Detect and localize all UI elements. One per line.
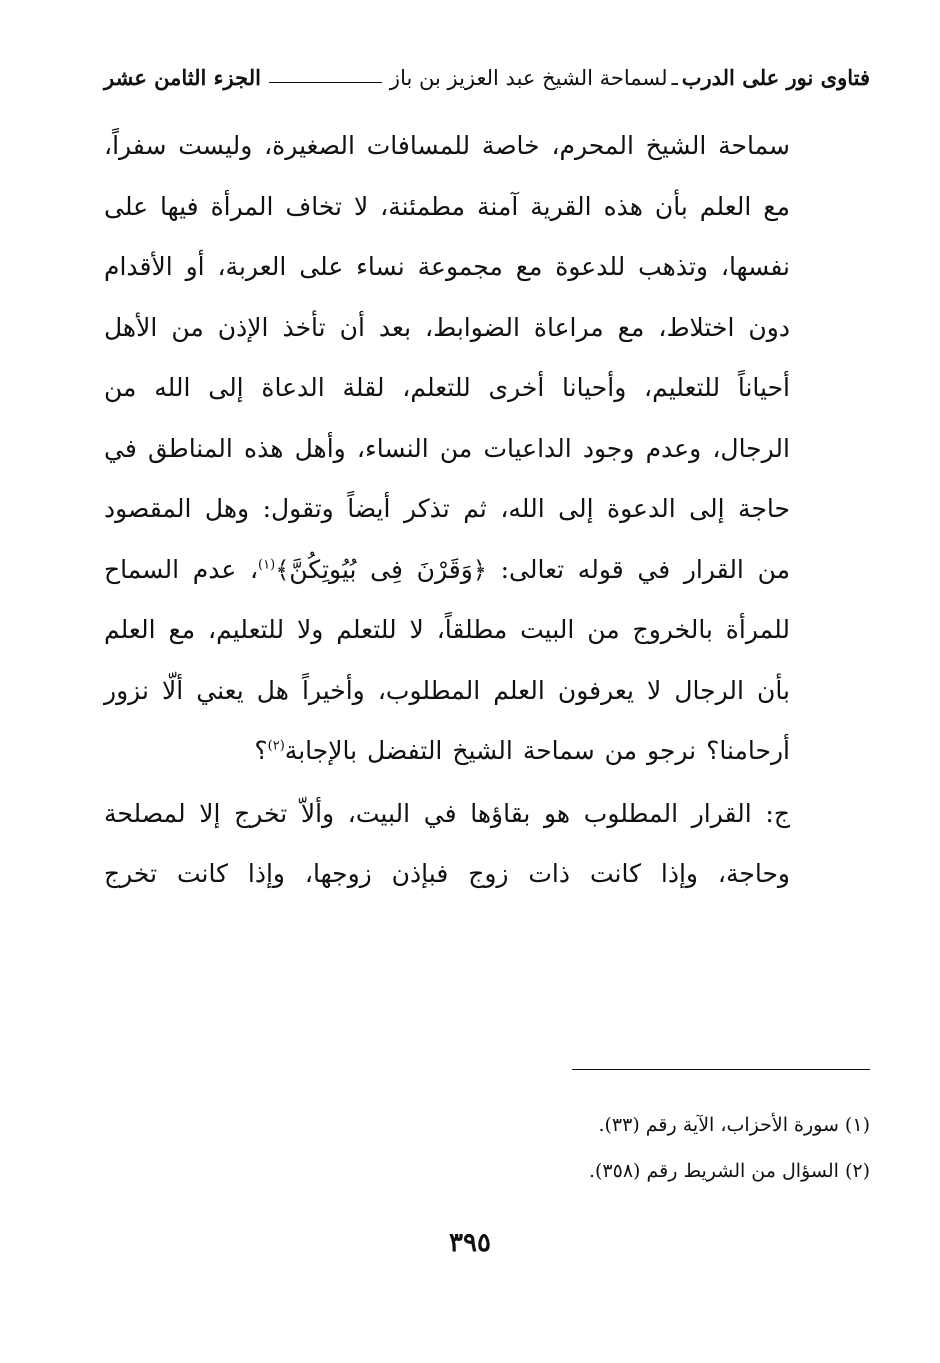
answer-paragraph: ج: القرار المطلوب هو بقاؤها في البيت، وألاّ تخرج إلا لمصلحة وحاجة، وإذا كانت ذات زوج فبإذن زوجها، وإذا كانت تخرج [104,798,790,888]
book-title: فتاوى نور على الدرب [681,65,870,90]
quran-verse: وَقَرْنَ فِى بُيُوتِكُنَّ [289,554,473,584]
main-text [104,116,790,905]
footnote-1: (١) سورة الأحزاب، الآية رقم (٣٣). [598,1114,870,1136]
page-number: ٣٩٥ [449,1228,491,1258]
quran-open-bracket: ﴿ [472,555,487,584]
question-paragraph [104,116,790,782]
header-rule [269,82,382,83]
footnote-separator [572,1069,870,1070]
question-text-part-1: سماحة الشيخ المحرم، خاصة للمسافات الصغيرة، وليست سفراً، مع العلم بأن هذه القرية آمنة مطمئنة، لا تخاف المرأة فيها على نفسها، وتذهب للدعوة مع مجموعة نساء على العربة، أو الأقدام دون اختلاط، مع مراعاة الضوابط، بعد أن تأخذ الإذن من الأهل أحياناً للتعليم، وأحيانا أخرى للتعلم، لقلة الدعاة إلى الله من الرجال، وعدم وجود الداعيات من النساء، وأهل هذه المناطق في حاجة إلى الدعوة إلى الله، ثم تذكر أيضاً وتقول: وهل المقصود من القرار في قوله تعالى: [104,131,790,584]
volume-label: الجزء الثامن عشر [104,65,261,90]
author-name: لسماحة الشيخ عبد العزيز بن باز [389,66,668,90]
header-dash: ـ [671,66,678,90]
question-text-part-2: ، عدم السماح للمرأة بالخروج من البيت مطلقاً، لا للتعلم ولا للتعليم، مع العلم بأن الرجال لا يعرفون العلم المطلوب، وأخيراً هل يعني ألّا نزور أرحامنا؟ نرجو من سماحة الشيخ التفضل بالإجابة [104,554,790,765]
footnotes [300,1102,870,1194]
question-end-mark: ؟ [254,736,268,765]
footnote-2: (٢) السؤال من الشريط رقم (٣٥٨). [588,1160,870,1182]
quran-close-bracket: ﴾ [275,555,290,584]
running-header [104,60,870,96]
footnote-ref-2: (٢) [267,738,285,754]
footnote-ref-1: (١) [258,557,276,573]
